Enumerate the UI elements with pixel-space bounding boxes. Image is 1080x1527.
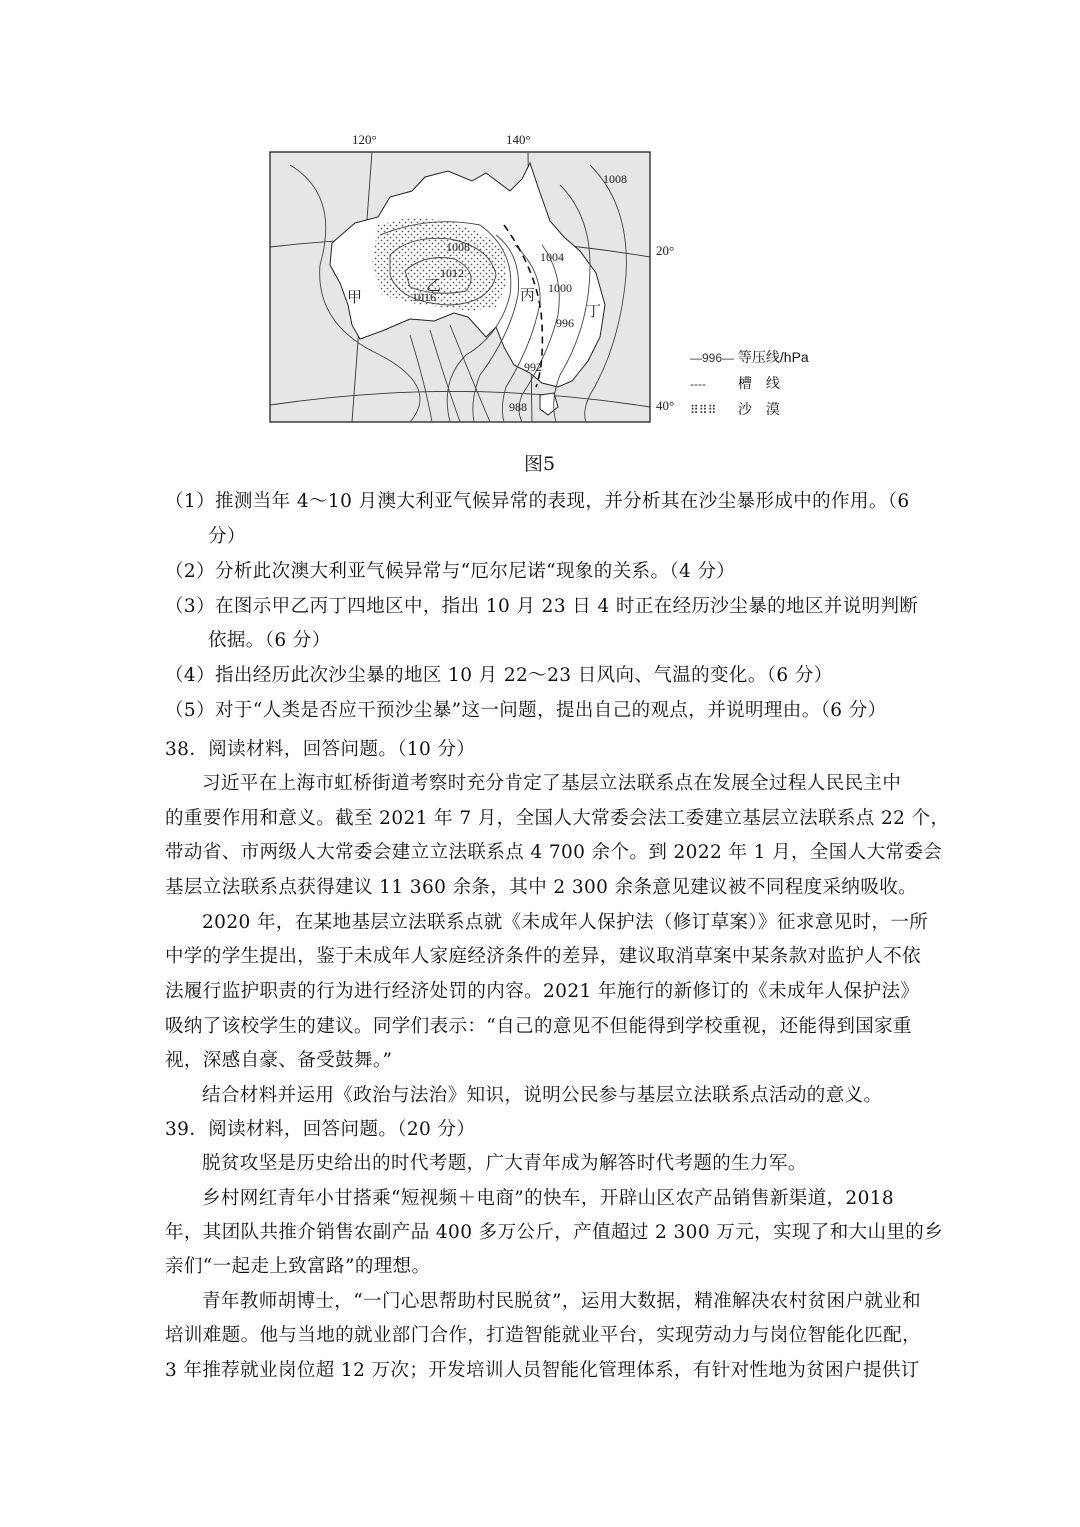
q38-line: 法履行监护职责的行为进行经济处罚的内容。2021 年施行的新修订的《未成年人保护法》 [165,981,920,1002]
isobar-label: 988 [509,400,527,414]
question-line: 分） [208,526,246,547]
figure-caption: 图5 [524,453,556,475]
q39-line: 青年教师胡博士，“一门心思帮助村民脱贫”，运用大数据，精准解决农村贫困户就业和 [202,1291,922,1312]
isobar-label: 1008 [603,172,627,186]
region-label-yi: 乙 [426,278,442,294]
isobar-label: 1000 [548,281,572,295]
q39-line: 培训难题。他与当地的就业部门合作，打造智能就业平台，实现劳动力与岗位智能化匹配， [165,1325,922,1346]
isobar-label: 996 [556,316,574,330]
legend-symbol: —996— [690,351,735,365]
question-line: （5）对于“人类是否应干预沙尘暴”这一问题，提出自己的观点，并说明理由。（6 分） [165,700,887,721]
region-label-ding: 丁 [586,304,602,320]
question-line: （2）分析此次澳大利亚气候异常与“厄尔尼诺“现象的关系。（4 分） [165,561,736,582]
lon-label-120: 120° [352,132,377,147]
isobar-label: 1004 [540,250,564,264]
isobar-label: 1016 [412,290,436,304]
q39-line: 年，其团队共推介销售农副产品 400 多万公斤，产值超过 2 300 万元，实现了和大山里的乡 [165,1222,944,1243]
legend-trough [690,373,780,393]
map-figure [260,125,680,425]
q38-heading: 38．阅读材料，回答问题。（10 分） [165,739,476,760]
q38-line: 习近平在上海市虹桥街道考察时充分肯定了基层立法联系点在发展全过程人民民主中 [202,773,902,794]
legend-label: 沙 漠 [737,401,780,417]
lat-label-20: 20° [656,243,675,258]
q38-line: 的重要作用和意义。截至 2021 年 7 月，全国人大常委会法工委建立基层立法联系点 22 个， [165,808,950,829]
q38-line: 中学的学生提出，鉴于未成年人家庭经济条件的差异，建议取消草案中某条款对监护人不依 [165,946,922,967]
lon-label-140: 140° [506,132,531,147]
legend-symbol: ⠿⠿⠿ [690,403,717,417]
q39-line: 乡村网红青年小甘搭乘“短视频＋电商”的快车，开辟山区农产品销售新渠道，2018 [202,1188,895,1209]
isobar-label: 992 [524,360,542,374]
q38-line: 吸纳了该校学生的建议。同学们表示：“自己的意见不但能得到学校重视，还能得到国家重 [165,1016,912,1037]
legend-symbol: ---- [690,377,706,391]
q39-line: 亲们“一起走上致富路”的理想。 [165,1256,431,1277]
q38-line: 带动省、市两级人大常委会建立立法联系点 4 700 余个。到 2022 年 1 月，全国人大常委会 [165,842,943,863]
question-line: （3）在图示甲乙丙丁四地区中，指出 10 月 23 日 4 时正在经历沙尘暴的地区并说明判断 [165,596,919,617]
question-line: （1）推测当年 4～10 月澳大利亚气候异常的表现，并分析其在沙尘暴形成中的作用。（6 [165,491,910,512]
isobar-label: 1012 [440,266,464,280]
lat-label-40: 40° [656,398,675,413]
legend-label: 槽 线 [737,375,780,391]
isobar-label: 1008 [446,240,470,254]
q39-line: 3 年推荐就业岗位超 12 万次；开发培训人员智能化管理体系，有针对性地为贫困户提供订 [165,1360,920,1381]
legend-isobar [690,347,809,367]
q38-line: 基层立法联系点获得建议 11 360 余条，其中 2 300 余条意见建议被不同程度采纳吸收。 [165,877,918,898]
q39-heading: 39．阅读材料，回答问题。（20 分） [165,1119,476,1140]
q38-line: 2020 年，在某地基层立法联系点就《未成年人保护法（修订草案）》征求意见时，一所 [202,912,929,933]
region-label-jia: 甲 [347,290,363,306]
q38-line: 视，深感自豪、备受鼓舞。” [165,1050,393,1071]
legend-label: 等压线/hPa [737,349,809,365]
q39-line: 脱贫攻坚是历史给出的时代考题，广大青年成为解答时代考题的生力军。 [202,1153,807,1174]
australia-isobar-map [260,125,680,425]
q38-task: 结合材料并运用《政治与法治》知识，说明公民参与基层立法联系点活动的意义。 [202,1085,883,1106]
question-line: 依据。（6 分） [208,630,331,651]
question-line: （4）指出经历此次沙尘暴的地区 10 月 22～23 日风向、气温的变化。（6 分） [165,665,833,686]
legend-desert [690,399,780,419]
region-label-bing: 丙 [520,288,536,304]
